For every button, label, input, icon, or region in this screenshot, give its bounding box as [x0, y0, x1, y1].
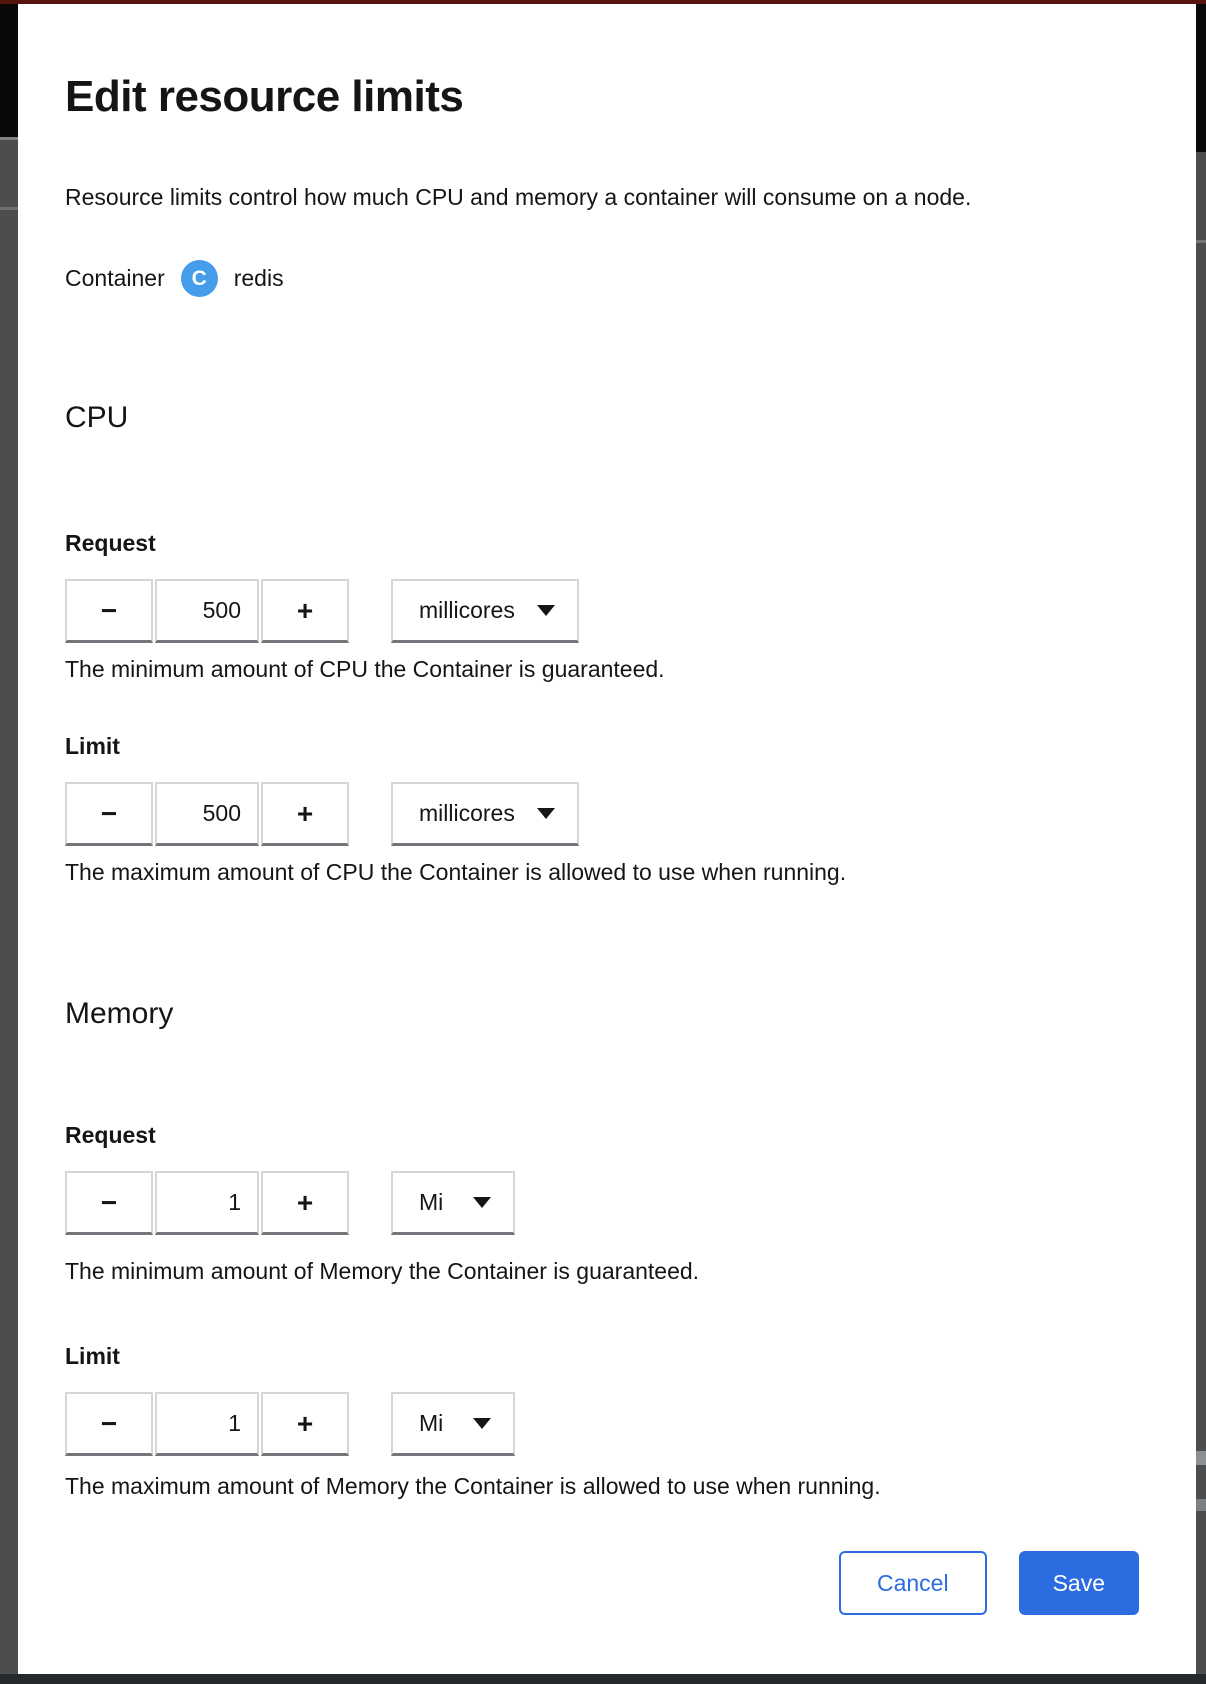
container-row — [65, 260, 1149, 297]
unit-label: Mi — [419, 1410, 444, 1436]
plus-button[interactable]: + — [261, 1171, 349, 1235]
unit-label: millicores — [419, 800, 515, 826]
cpu-request-input[interactable] — [155, 579, 259, 643]
save-button[interactable]: Save — [1019, 1551, 1139, 1615]
unit-label: millicores — [419, 597, 515, 623]
cpu-request-row — [65, 579, 1149, 643]
caret-down-icon — [537, 605, 555, 616]
cpu-limit-label: Limit — [65, 733, 120, 759]
memory-request-spinner — [65, 1171, 351, 1235]
cpu-limit-input[interactable] — [155, 782, 259, 846]
plus-button[interactable]: + — [261, 579, 349, 643]
minus-button[interactable]: − — [65, 1392, 153, 1456]
cpu-limit-spinner — [65, 782, 351, 846]
minus-button[interactable]: − — [65, 1171, 153, 1235]
caret-down-icon — [473, 1418, 491, 1429]
cancel-button[interactable]: Cancel — [839, 1551, 987, 1615]
memory-limit-input[interactable] — [155, 1392, 259, 1456]
memory-limit-spinner — [65, 1392, 351, 1456]
modal-footer — [65, 1551, 1149, 1615]
plus-button[interactable]: + — [261, 782, 349, 846]
container-name: redis — [233, 265, 284, 291]
masthead-sliver — [0, 4, 18, 137]
backdrop-bottom-strip — [0, 1674, 1206, 1684]
unit-label: Mi — [419, 1189, 444, 1215]
memory-limit-help-text: The maximum amount of Memory the Container is allowed to use when running. — [65, 1473, 881, 1499]
plus-button[interactable]: + — [261, 1392, 349, 1456]
edit-resource-limits-modal — [18, 4, 1196, 1674]
memory-request-unit-dropdown[interactable] — [391, 1171, 515, 1235]
container-label: Container — [65, 265, 165, 291]
minus-button[interactable]: − — [65, 782, 153, 846]
cpu-limit-help-text: The maximum amount of CPU the Container is allowed to use when running. — [65, 859, 847, 885]
container-resource-icon: C — [181, 260, 218, 297]
divider-line — [0, 207, 18, 210]
memory-request-help-text: The minimum amount of Memory the Container is guaranteed. — [65, 1258, 700, 1284]
backdrop-left-strip — [0, 4, 18, 1674]
memory-request-label: Request — [65, 1122, 156, 1148]
minus-button[interactable]: − — [65, 579, 153, 643]
section-heading-cpu: CPU — [65, 401, 129, 434]
cpu-request-help-text: The minimum amount of CPU the Container is guaranteed. — [65, 656, 665, 682]
cpu-limit-row — [65, 782, 1149, 846]
page-title: Edit resource limits — [65, 72, 464, 121]
modal-description: Resource limits control how much CPU and memory a container will consume on a node. — [65, 184, 972, 210]
divider-line — [1196, 1499, 1206, 1511]
memory-limit-label: Limit — [65, 1343, 120, 1369]
cpu-limit-unit-dropdown[interactable] — [391, 782, 579, 846]
cpu-request-spinner — [65, 579, 351, 643]
caret-down-icon — [537, 808, 555, 819]
cpu-request-unit-dropdown[interactable] — [391, 579, 579, 643]
memory-limit-unit-dropdown[interactable] — [391, 1392, 515, 1456]
caret-down-icon — [473, 1197, 491, 1208]
backdrop-right-strip — [1196, 4, 1206, 1674]
memory-request-row — [65, 1171, 1149, 1235]
section-heading-memory: Memory — [65, 997, 174, 1030]
masthead-sliver — [1196, 4, 1206, 152]
divider-line — [1196, 1451, 1206, 1465]
memory-request-input[interactable] — [155, 1171, 259, 1235]
cpu-request-label: Request — [65, 530, 156, 556]
memory-limit-row — [65, 1392, 1149, 1456]
